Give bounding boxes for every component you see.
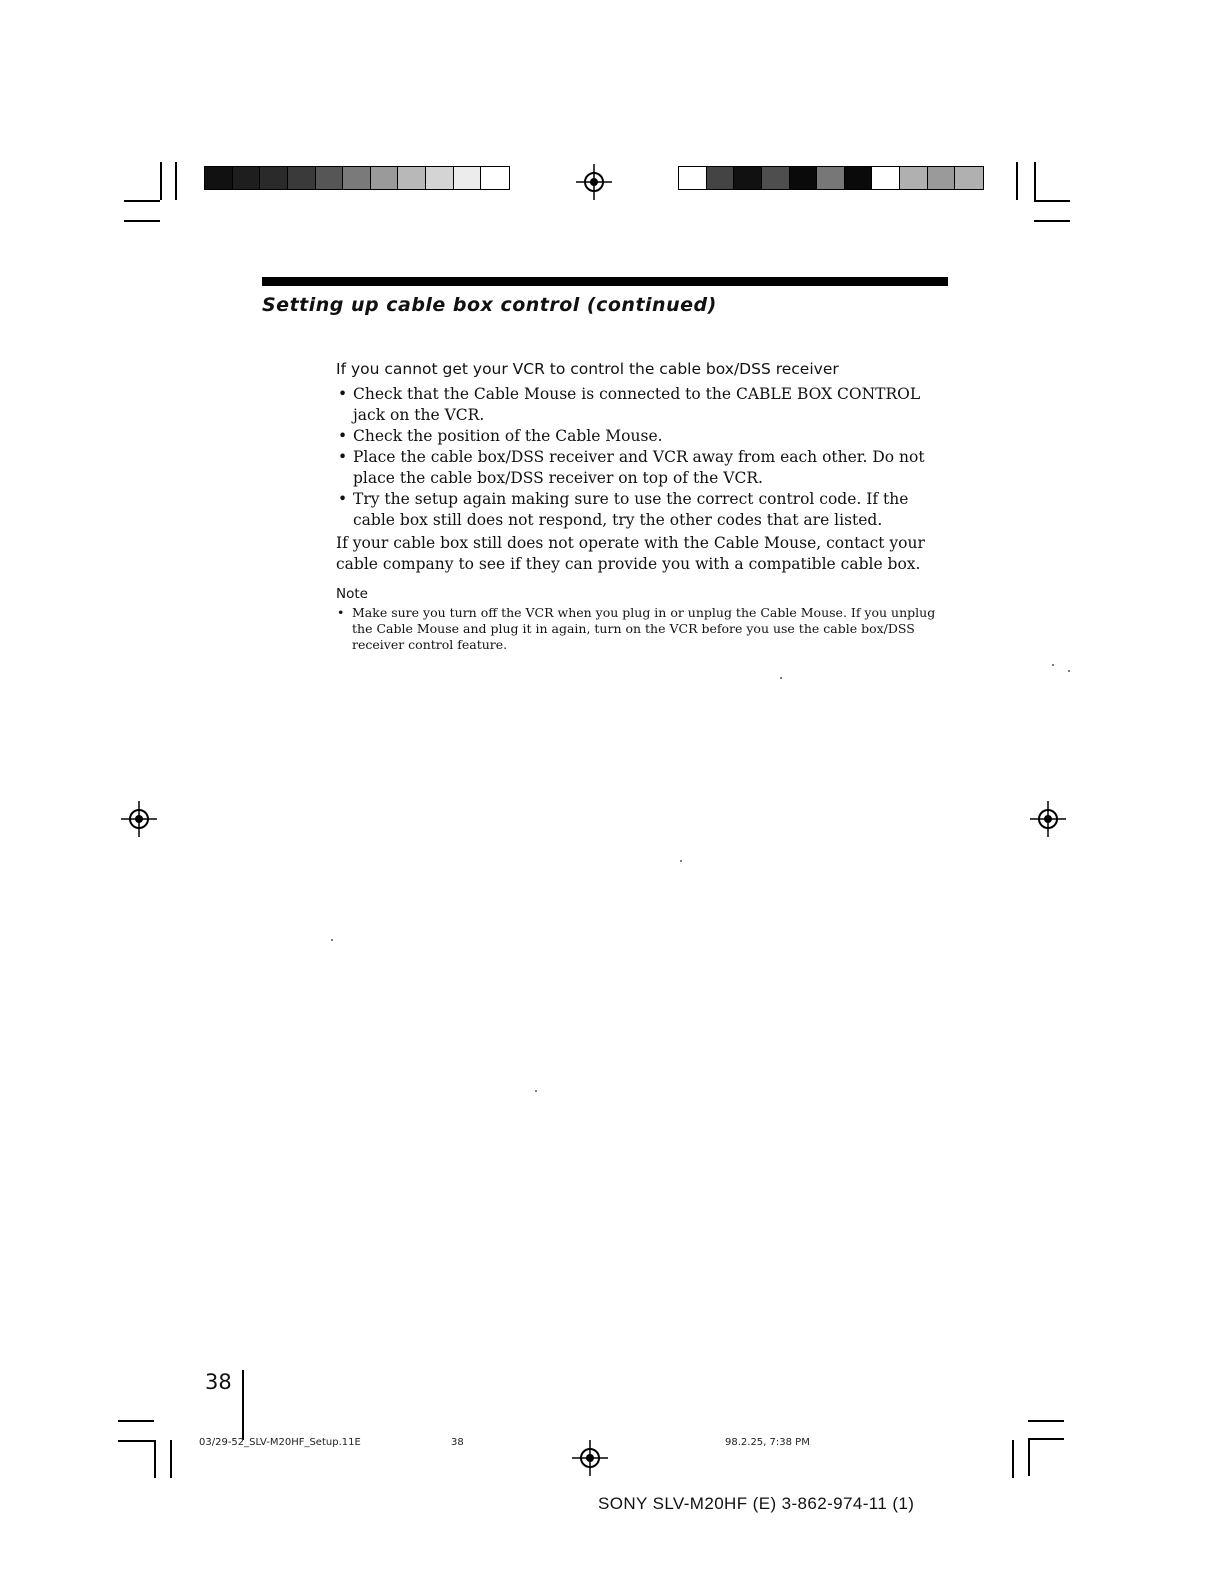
crop-mark-top-right-h xyxy=(1034,200,1070,202)
scan-speck xyxy=(1052,664,1054,666)
crop-mark-bottom-right-h xyxy=(1028,1420,1064,1422)
troubleshooting-paragraph: If your cable box still does not operate with the Cable Mouse, contact your cable company to see if they can provide you with a compatible cable box. xyxy=(336,534,925,573)
model-number-line: SONY SLV-M20HF (E) 3-862-974-11 (1) xyxy=(598,1494,915,1513)
calibration-swatch xyxy=(426,167,454,189)
calibration-swatch xyxy=(398,167,426,189)
calibration-swatch xyxy=(817,167,845,189)
calibration-swatch xyxy=(260,167,288,189)
slug-page-number: 38 xyxy=(451,1437,464,1448)
crop-mark-bottom-left-v2 xyxy=(170,1440,172,1478)
color-calibration-bar-right xyxy=(678,166,984,190)
crop-mark-bottom-right-v xyxy=(1028,1438,1030,1476)
crop-mark-bottom-left-v xyxy=(154,1440,156,1478)
scan-speck xyxy=(680,860,682,862)
list-item: • Check that the Cable Mouse is connected to the CABLE BOX CONTROL jack on the VCR. xyxy=(336,384,946,426)
registration-mark-right-icon xyxy=(1028,799,1068,839)
crop-mark-top-right-h2 xyxy=(1034,220,1070,222)
list-item: • Check the position of the Cable Mouse. xyxy=(336,426,946,447)
calibration-swatch xyxy=(679,167,707,189)
crop-mark-top-left-h2 xyxy=(124,220,160,222)
registration-mark-left-icon xyxy=(119,799,159,839)
calibration-swatch xyxy=(343,167,371,189)
list-item: • Place the cable box/DSS receiver and VCR away from each other. Do not place the cable box/DSS receiver on top of the VCR. xyxy=(336,447,946,489)
troubleshooting-heading: If you cannot get your VCR to control the cable box/DSS receiver xyxy=(336,360,839,378)
calibration-swatch xyxy=(762,167,790,189)
scan-speck xyxy=(331,939,333,941)
crop-mark-bottom-right-v2 xyxy=(1012,1440,1014,1478)
calibration-swatch xyxy=(707,167,735,189)
calibration-swatch xyxy=(288,167,316,189)
note-heading: Note xyxy=(336,586,368,602)
crop-mark-top-right-v2 xyxy=(1034,162,1036,200)
troubleshooting-block xyxy=(336,360,946,653)
crop-mark-bottom-left-h xyxy=(118,1420,154,1422)
section-heading-rule xyxy=(262,277,948,286)
calibration-swatch xyxy=(316,167,344,189)
crop-mark-top-right-v xyxy=(1016,162,1018,200)
crop-mark-top-left-v xyxy=(160,162,162,200)
list-item: • Try the setup again making sure to use the correct control code. If the cable box still does not respond, try the other codes that are listed. xyxy=(336,489,946,531)
calibration-swatch xyxy=(928,167,956,189)
calibration-swatch xyxy=(205,167,233,189)
page-number: 38 xyxy=(205,1370,232,1394)
calibration-swatch xyxy=(734,167,762,189)
calibration-swatch xyxy=(790,167,818,189)
scan-speck xyxy=(535,1090,537,1092)
calibration-swatch xyxy=(900,167,928,189)
note-list xyxy=(336,605,946,653)
note-text: • Make sure you turn off the VCR when you plug in or unplug the Cable Mouse. If you unplug the Cable Mouse and plug it in again, turn on the VCR before you use the cable box/DSS receiver control feature. xyxy=(336,605,946,653)
color-calibration-bar-left xyxy=(204,166,510,190)
registration-mark-top-icon xyxy=(574,162,614,202)
crop-mark-bottom-left-h2 xyxy=(118,1440,154,1442)
file-name-slug: 03/29-52_SLV-M20HF_Setup.11E xyxy=(199,1437,361,1448)
calibration-swatch xyxy=(955,167,983,189)
section-title: Setting up cable box control (continued) xyxy=(262,294,717,316)
crop-mark-bottom-right-h2 xyxy=(1028,1438,1064,1440)
crop-mark-top-left-v2 xyxy=(175,162,177,200)
troubleshooting-list xyxy=(336,384,946,531)
crop-mark-top-left-h xyxy=(124,200,160,202)
page-number-rule xyxy=(242,1370,244,1440)
calibration-swatch xyxy=(481,167,509,189)
calibration-swatch xyxy=(454,167,482,189)
calibration-swatch xyxy=(872,167,900,189)
scan-speck xyxy=(1068,670,1070,672)
calibration-swatch xyxy=(845,167,873,189)
scan-speck xyxy=(780,677,782,679)
calibration-swatch xyxy=(233,167,261,189)
calibration-swatch xyxy=(371,167,399,189)
print-timestamp: 98.2.25, 7:38 PM xyxy=(725,1437,810,1448)
registration-mark-bottom-icon xyxy=(570,1438,610,1478)
